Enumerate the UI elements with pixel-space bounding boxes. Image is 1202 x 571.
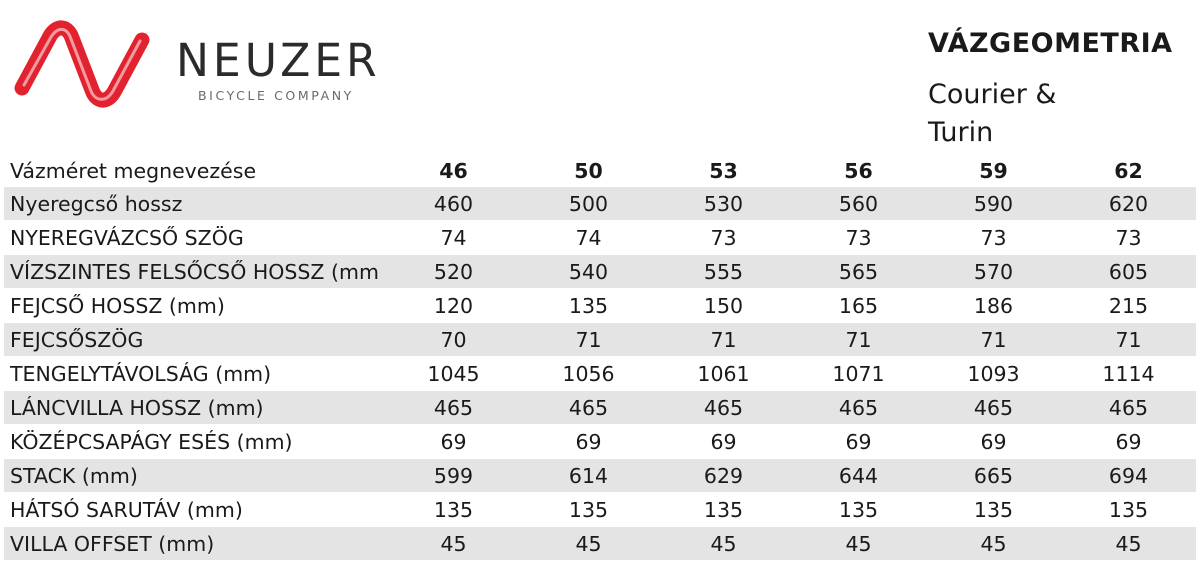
table-cell: 135 [521, 289, 656, 323]
size-header: 53 [709, 158, 738, 183]
row-label: Nyeregcső hossz [4, 187, 386, 221]
row-label: NYEREGVÁZCSŐ SZÖG [4, 221, 386, 255]
table-cell: 1093 [926, 357, 1061, 391]
table-cell: 665 [926, 459, 1061, 493]
table-cell: 45 [791, 527, 926, 561]
brand-name: NEUZER [176, 34, 381, 87]
table-cell: 465 [656, 391, 791, 425]
table-cell: 71 [926, 323, 1061, 357]
table-cell: 1056 [521, 357, 656, 391]
table-cell: 465 [926, 391, 1061, 425]
table-cell: 520 [386, 255, 521, 289]
table-cell: 694 [1061, 459, 1196, 493]
table-row [4, 425, 1196, 459]
table-cell: 120 [386, 289, 521, 323]
table-cell: 186 [926, 289, 1061, 323]
table-cell: 570 [926, 255, 1061, 289]
table-cell: 465 [1061, 391, 1196, 425]
table-cell: 215 [1061, 289, 1196, 323]
header-label: Vázméret megnevezése [10, 158, 257, 183]
table-cell: 1114 [1061, 357, 1196, 391]
table-body [4, 187, 1196, 561]
table-header-row [4, 154, 1196, 187]
table-cell: 620 [1061, 187, 1196, 221]
table-cell: 465 [791, 391, 926, 425]
brand-subtitle: BICYCLE COMPANY [198, 88, 354, 103]
table-cell: 69 [926, 425, 1061, 459]
table-row [4, 255, 1196, 289]
table-cell: 135 [386, 493, 521, 527]
size-header: 46 [439, 158, 468, 183]
table-cell: 73 [791, 221, 926, 255]
size-header: 59 [979, 158, 1008, 183]
table-cell: 69 [386, 425, 521, 459]
row-label: VILLA OFFSET (mm) [4, 527, 386, 561]
table-row [4, 289, 1196, 323]
table-cell: 135 [521, 493, 656, 527]
table-row [4, 391, 1196, 425]
table-row [4, 221, 1196, 255]
table-cell: 465 [386, 391, 521, 425]
row-label: STACK (mm) [4, 459, 386, 493]
table-cell: 73 [656, 221, 791, 255]
table-cell: 500 [521, 187, 656, 221]
table-row [4, 323, 1196, 357]
table-cell: 605 [1061, 255, 1196, 289]
table-cell: 70 [386, 323, 521, 357]
table-cell: 555 [656, 255, 791, 289]
table-row [4, 187, 1196, 221]
size-header: 50 [574, 158, 603, 183]
table-cell: 71 [656, 323, 791, 357]
brand-block [176, 36, 385, 103]
table-cell: 71 [521, 323, 656, 357]
table-row [4, 493, 1196, 527]
table-cell: 45 [386, 527, 521, 561]
row-label: TENGELYTÁVOLSÁG (mm) [4, 357, 386, 391]
table-cell: 465 [521, 391, 656, 425]
page-subtitle: Courier & Turin [928, 79, 1057, 148]
table-cell: 73 [926, 221, 1061, 255]
table-cell: 1071 [791, 357, 926, 391]
table-cell: 69 [656, 425, 791, 459]
table-row [4, 527, 1196, 561]
neuzer-logo [10, 14, 155, 114]
geometry-table [4, 154, 1196, 561]
table-cell: 560 [791, 187, 926, 221]
table-cell: 74 [386, 221, 521, 255]
table-cell: 135 [1061, 493, 1196, 527]
table-cell: 135 [656, 493, 791, 527]
table-row [4, 357, 1196, 391]
row-label: HÁTSÓ SARUTÁV (mm) [4, 493, 386, 527]
table-cell: 644 [791, 459, 926, 493]
table-cell: 135 [791, 493, 926, 527]
table-cell: 165 [791, 289, 926, 323]
size-header: 56 [844, 158, 873, 183]
table-cell: 460 [386, 187, 521, 221]
table-cell: 73 [1061, 221, 1196, 255]
table-cell: 74 [521, 221, 656, 255]
table-cell: 530 [656, 187, 791, 221]
table-cell: 45 [926, 527, 1061, 561]
table-cell: 590 [926, 187, 1061, 221]
table-cell: 565 [791, 255, 926, 289]
table-cell: 71 [1061, 323, 1196, 357]
table-cell: 1045 [386, 357, 521, 391]
table-cell: 71 [791, 323, 926, 357]
table-row [4, 459, 1196, 493]
row-label: LÁNCVILLA HOSSZ (mm) [4, 391, 386, 425]
table-cell: 45 [656, 527, 791, 561]
row-label: FEJCSŐSZÖG [4, 323, 386, 357]
page-title: VÁZGEOMETRIA [928, 28, 1173, 59]
table-cell: 69 [521, 425, 656, 459]
table-cell: 150 [656, 289, 791, 323]
row-label: FEJCSŐ HOSSZ (mm) [4, 289, 386, 323]
table-cell: 614 [521, 459, 656, 493]
table-cell: 629 [656, 459, 791, 493]
table-cell: 1061 [656, 357, 791, 391]
row-label: VÍZSZINTES FELSŐCSŐ HOSSZ (mm [4, 255, 386, 289]
table-cell: 45 [521, 527, 656, 561]
table-cell: 135 [926, 493, 1061, 527]
table-cell: 45 [1061, 527, 1196, 561]
table-cell: 540 [521, 255, 656, 289]
row-label: KÖZÉPCSAPÁGY ESÉS (mm) [4, 425, 386, 459]
size-header: 62 [1114, 158, 1143, 183]
table-cell: 69 [791, 425, 926, 459]
table-cell: 599 [386, 459, 521, 493]
table-cell: 69 [1061, 425, 1196, 459]
